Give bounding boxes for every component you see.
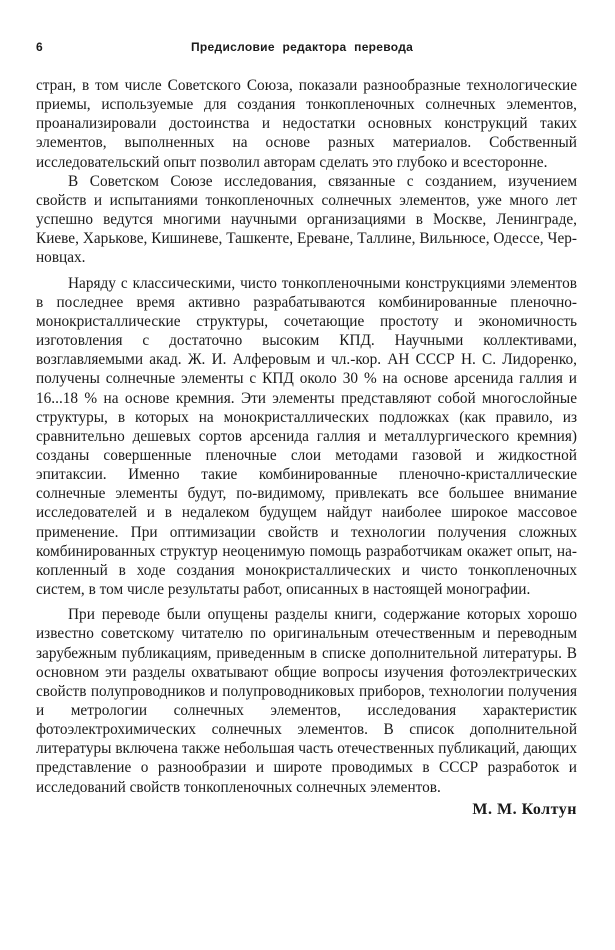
- running-title: Предисловие редактора перевода: [191, 40, 414, 54]
- book-page: [36, 40, 577, 819]
- paragraph-continuation: стран, в том числе Советского Союза, показали разнообразные технологические приемы, используемые для создания тонкопленочных солнечных элементов, проанализировали достоинства и недостатки основных конструкций таких элементов, выполненных на основе разных материалов. Собственный исследовательский опыт позволил авторам сделать это глубоко и всесторонне.: [36, 77, 577, 171]
- running-head: [36, 40, 577, 62]
- body-text: [36, 76, 577, 797]
- editor-signature: М. М. Колтун: [472, 800, 577, 818]
- page-number: 6: [36, 40, 43, 54]
- paragraph-research-organizations: В Советском Союзе исследования, связанные с созданием, изучением свойств и испытаниями тонкопленочных солнечных элементов, уже много лет успешно ведутся многими научными организациями в Москве, Ленинграде, Киеве, Харькове, Кишиневе, Ташкенте, Ереване, Таллине, Вильнюсе, Одессе, Черновцах.: [36, 172, 577, 267]
- paragraph-translation-notes: При переводе были опущены разделы книги, содержание которых хорошо известно советскому читателю по оригинальным отечественным и переводным зарубежным публикациям, приведенным в списке дополнительной литературы. В основном эти разделы охватывают общие вопросы изучения фотоэлектрических свойств полупроводников и полупроводниковых приборов, технологии получения и метрологии солнечных элементов, исследования характеристик фотоэлектрохимических солнечных элементов. В список дополнительной литературы включена также небольшая часть отечественных публикаций, дающих представление о разнообразии и широте проводимых в СССР разработок и исследований свойств тонкопленочных солнечных элементов.: [36, 606, 577, 796]
- paragraph-combined-structures: Наряду с классическими, чисто тонкопленочными конструкциями элементов в последнее время активно разрабатываются комбинированные пленочно-монокристаллические структуры, сочетающие простоту и экономичность изготовления с достаточно высоким КПД. Научными коллективами, возглавляемыми акад. Ж. И. Алферовым и чл.-кор. АН СССР Н. С. Лидоренко, получены солнечные элементы с КПД около 30 % на основе арсенида галлия и 16...18 % на основе кремния. Эти элементы представляют собой многослойные структуры, в которых на монокристаллических подложках (как правило, из сравнительно дешевых сортов арсенида галлия и металлургического кремния) созданы совершенные пленочные слои методами газовой и жидкостной эпитаксии. Именно такие комбинированные пленочно-кристаллические солнечные элементы будут, по-видимому, привлекать все большее внимание исследователей и в недалеком будущем найдут наиболее широкое массовое применение. При оптимизации свойств и технологии получения сложных комбинированных структур неоценимую помощь разработчикам окажет опыт, накопленный в ходе создания монокристаллических и чисто тонкопленочных систем, в том числе результаты работ, описанных в настоящей монографии.: [36, 274, 577, 599]
